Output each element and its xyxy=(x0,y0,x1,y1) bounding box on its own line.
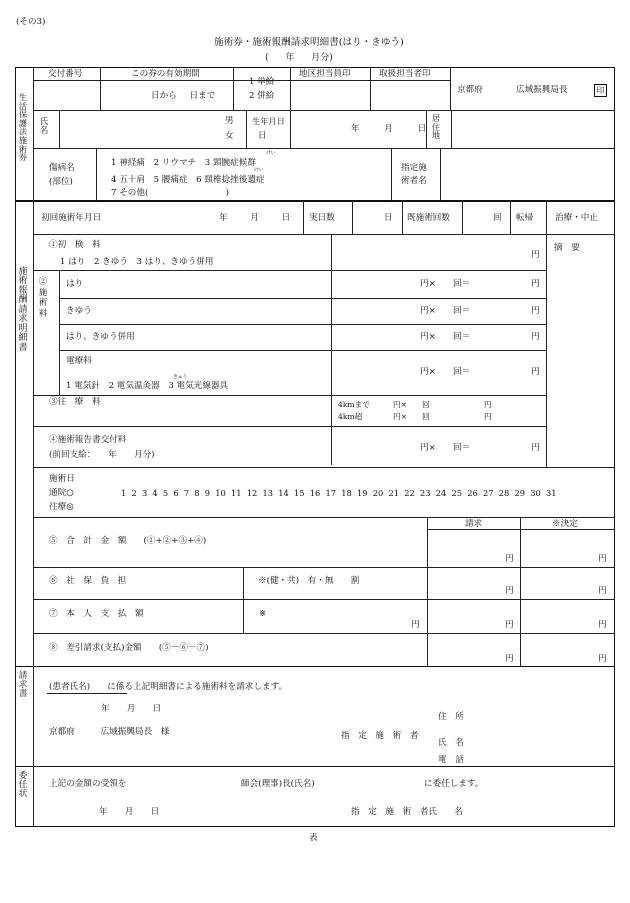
report-yen: 円 xyxy=(531,443,540,453)
first-treatment-date-value: 年 月 日 xyxy=(219,213,291,223)
day-number: 1 xyxy=(121,488,127,498)
request-statement: (患者氏名) に係る上記明細書による施術料を請求します。 xyxy=(49,682,288,692)
report-prev-payment: (前回支給： 年 月分) xyxy=(49,450,155,460)
dob-value: 年 月 日 xyxy=(351,124,427,134)
travel-under-yen: 円 xyxy=(484,400,492,409)
report-fee-label: ④施術報告書交付料 xyxy=(49,435,127,445)
fee-row-electro: 電療料 xyxy=(66,356,92,366)
delegation-date: 年 月 日 xyxy=(99,807,160,817)
validity-period-header: この券の有効期間 xyxy=(131,69,200,79)
hari-yen: 円 xyxy=(531,279,540,289)
day-number: 11 xyxy=(230,488,242,498)
self-pay-amount-yen: 円 xyxy=(411,620,420,630)
address-label: 居住地 xyxy=(431,113,441,141)
outcome-value: 治療・中止 xyxy=(555,213,598,223)
disease-options-row2: 4 五十肩 5 腰痛症 6 頸椎捻挫後遺症 xyxy=(111,175,265,185)
treatment-fee-label: ②施術料 xyxy=(38,276,48,318)
day-number: 7 xyxy=(183,488,190,498)
day-number: 15 xyxy=(293,488,305,498)
day-number: 24 xyxy=(435,488,447,498)
day-number: 8 xyxy=(194,488,200,498)
issuer-office: 広域振興局長 xyxy=(516,85,568,95)
day-number: 29 xyxy=(514,488,526,498)
self-pay-note: ※ xyxy=(259,609,267,619)
remarks-label: 摘 要 xyxy=(554,243,580,253)
detail-label: 施術報酬請求明細書 xyxy=(18,267,28,353)
net-amount-label: ⑧ 差引請求(支払)金額 (⑤－⑥－⑦) xyxy=(49,643,209,653)
sex-female: 女 xyxy=(225,131,234,141)
visit-home-label: 往療◎ xyxy=(49,502,74,512)
day-number: 16 xyxy=(309,488,321,498)
total-amount-label: ⑤ 合 計 金 額 (①+②+③+④) xyxy=(49,536,207,546)
delegation-label: 委任状 xyxy=(18,771,28,800)
delegation-statement: 上記の金額の受領を xyxy=(49,779,127,789)
day-number: 14 xyxy=(278,488,289,498)
name-label: 氏名 xyxy=(39,117,49,137)
patient-name-underline xyxy=(47,693,127,694)
self-pay-decision-yen: 円 xyxy=(598,620,607,630)
disease-label: 傷病名 xyxy=(49,163,75,173)
day-number: 21 xyxy=(388,488,400,498)
ruby-kei-1: けい xyxy=(266,151,276,156)
series-note: (その3) xyxy=(16,17,46,27)
kyuu-formula: 円× 回＝ xyxy=(420,306,471,316)
total-request-yen: 円 xyxy=(505,554,514,564)
treatment-count-unit: 回 xyxy=(493,213,502,223)
travel-fee-label: ③往 療 料 xyxy=(49,397,101,407)
travel-under-formula: 円× 回 xyxy=(393,400,430,409)
dob-day-unit: 日 xyxy=(258,131,267,141)
day-number: 5 xyxy=(162,488,169,498)
day-number: 30 xyxy=(530,488,541,498)
delegation-association: 師会(理事)長(氏名) xyxy=(241,779,315,789)
day-number: 20 xyxy=(372,488,384,498)
day-number: 19 xyxy=(356,488,368,498)
day-number: 12 xyxy=(246,488,258,498)
day-number: 31 xyxy=(545,488,557,498)
self-pay-label: ⑦ 本 人 支 払 額 xyxy=(49,609,144,619)
validity-period-value: 日から 日まで xyxy=(151,91,216,101)
request-label: 請求書 xyxy=(18,671,28,700)
electro-yen: 円 xyxy=(531,367,540,377)
insurance-decision-yen: 円 xyxy=(598,586,607,596)
day-number: 9 xyxy=(204,488,211,498)
travel-over-4km: 4km超 xyxy=(338,412,363,421)
sex-male: 男 xyxy=(225,116,234,126)
insurance-note: ※(健・共) 有・無 割 xyxy=(258,576,360,586)
request-name-label: 氏 名 xyxy=(438,738,464,748)
form-title: 施術券・施術報酬請求明細書(はり・きゆう) xyxy=(214,37,404,48)
issue-number-header: 交付番号 xyxy=(48,69,83,79)
district-officer-header: 地区担当員印 xyxy=(299,69,351,79)
page-side-label: 表 xyxy=(309,833,318,843)
type-option-combined: 2 併給 xyxy=(249,91,275,101)
request-practitioner-label: 指 定 施 術 者 xyxy=(341,731,419,741)
initial-exam-fee-label: ①初 検 料 xyxy=(49,240,101,250)
fee-row-hari: はり xyxy=(66,279,84,289)
kyuu-yen: 円 xyxy=(531,306,540,316)
travel-under-4km: 4kmまで xyxy=(338,400,370,409)
insurance-request-yen: 円 xyxy=(505,586,514,596)
request-phone-label: 電 話 xyxy=(438,755,464,765)
travel-over-formula: 円× 回 xyxy=(393,412,430,421)
request-addressee: 京都府 広域振興局長 様 xyxy=(49,727,170,737)
day-number: 17 xyxy=(325,488,337,498)
handler-header: 取扱担当者印 xyxy=(379,69,431,79)
day-number: 3 xyxy=(141,488,148,498)
disease-site-label: (部位) xyxy=(49,177,73,187)
net-request-yen: 円 xyxy=(505,654,514,664)
travel-over-yen: 円 xyxy=(484,412,492,421)
request-column-header: 請求 xyxy=(465,519,483,529)
actual-days-unit: 日 xyxy=(384,213,393,223)
day-number: 25 xyxy=(451,488,463,498)
day-number: 4 xyxy=(152,488,158,498)
day-number: 2 xyxy=(131,488,137,498)
report-formula: 円× 回＝ xyxy=(420,443,471,453)
issuer-prefecture: 京都府 xyxy=(457,85,483,95)
delegation-practitioner-name: 指 定 施 術 者氏 名 xyxy=(351,807,463,817)
delegation-delegate: に委任します。 xyxy=(424,779,484,789)
hari-formula: 円× 回＝ xyxy=(420,279,471,289)
combined-formula: 円× 回＝ xyxy=(420,332,471,342)
fee-row-combined: はり、きゆう併用 xyxy=(66,332,135,342)
dob-label: 生年月日 xyxy=(252,116,285,126)
net-decision-yen: 円 xyxy=(598,654,607,664)
visit-clinic-label: 通院○ xyxy=(49,488,74,498)
practitioner-name-label-1: 指定施 xyxy=(401,163,427,173)
ruby-kei-2: けい xyxy=(254,168,264,173)
actual-days-label: 実日数 xyxy=(309,213,335,223)
fee-row-kyuu: きゆう xyxy=(66,306,92,316)
treatment-count-label: 既施術回数 xyxy=(407,213,450,223)
request-date: 年 月 日 xyxy=(101,704,162,714)
self-pay-request-yen: 円 xyxy=(505,620,514,630)
visit-day-label: 施術日 xyxy=(49,474,75,484)
delegation-section xyxy=(15,766,615,827)
day-number: 18 xyxy=(341,488,352,498)
electro-formula: 円× 回＝ xyxy=(420,367,471,377)
disease-options-row1: 1 神経痛 2 リウマチ 3 頸腕症候群 xyxy=(111,158,256,168)
day-numbers xyxy=(121,489,562,497)
day-number: 27 xyxy=(482,488,494,498)
day-number: 22 xyxy=(404,488,415,498)
initial-exam-fee-options: 1 はり 2 きゆう 3 はり、きゆう併用 xyxy=(60,257,214,267)
day-number: 10 xyxy=(215,488,226,498)
first-treatment-date-label: 初回施術年月日 xyxy=(41,213,102,223)
day-number: 13 xyxy=(262,488,274,498)
practitioner-name-label-2: 術者名 xyxy=(401,176,427,186)
request-address-label: 住 所 xyxy=(438,712,464,722)
initial-exam-yen: 円 xyxy=(531,250,540,260)
electro-options: 1 電気針 2 電気温灸器 3 電気光線器具 xyxy=(66,381,229,391)
seal-mark: 印 xyxy=(594,84,607,97)
total-decision-yen: 円 xyxy=(598,554,607,564)
day-number: 6 xyxy=(173,488,179,498)
ruby-kyuu: きゅう xyxy=(173,375,188,380)
outcome-label: 転帰 xyxy=(516,213,534,223)
combined-yen: 円 xyxy=(531,332,540,342)
day-number: 26 xyxy=(467,488,478,498)
ticket-label: 生活保護法施術券 xyxy=(18,92,28,163)
disease-options-row3: 7 その他( ) xyxy=(111,188,230,198)
type-option-single: 1 単給 xyxy=(249,77,275,87)
insurance-label: ⑥ 社 保 負 担 xyxy=(49,576,127,586)
period-line: ( 年 月分) xyxy=(265,53,333,63)
day-number: 23 xyxy=(419,488,431,498)
day-number: 28 xyxy=(498,488,510,498)
decision-column-header: ※決定 xyxy=(552,519,578,529)
